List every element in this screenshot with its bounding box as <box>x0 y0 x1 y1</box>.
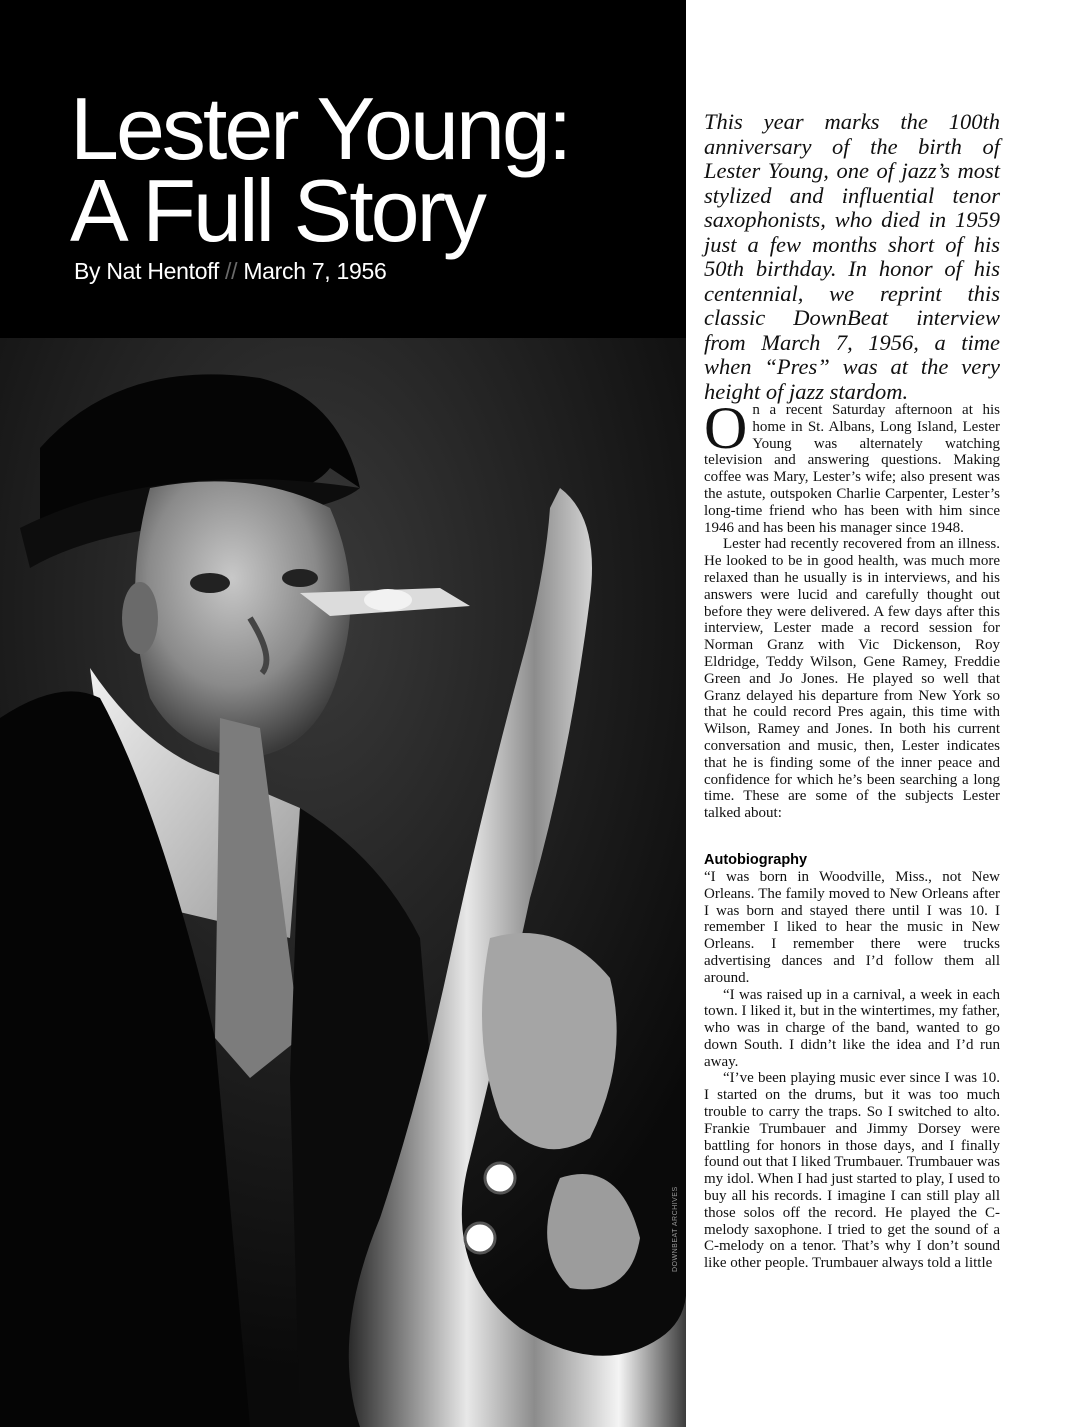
byline-author: By Nat Hentoff <box>74 258 219 284</box>
photo-illustration <box>0 338 686 1427</box>
article-body <box>704 395 1000 1272</box>
body-paragraph-1-text: n a recent Saturday afternoon at his home in St. Albans, Long Island, Lester Young was alternately watching television and answering questions. Making coffee was Mary, Lester’s wife; also present was the astute, outspoken Charlie Carpenter, Lester’s long-time friend who has been with him since 1946 and has been his manager since 1948. <box>704 402 1000 536</box>
body-paragraph-2: Lester had recently recovered from an illness. He looked to be in good health, was much more relaxed than he usually is in interviews, and his answers were lucid and carefully thought out before they were delivered. A few days after this interview, Lester made a record session for Norman Granz with Vic Dickenson, Roy Eldridge, Teddy Wilson, Gene Ramey, Freddie Green and Jo Jones. He played so well that Granz delayed his departure from New York so that he could record Pres again, this time with Wilson, Ramey and Jones. In both his current conversation and music, then, Lester indicates that he is finding some of the inner peace and confidence for which he’s been searching a long time. These are some of the subjects Lester talked about: <box>704 536 1000 822</box>
byline <box>74 258 386 285</box>
lester-young-photo <box>0 338 686 1427</box>
body-paragraph-3: “I was born in Woodville, Miss., not New Orleans. The family moved to New Orleans after I was born and stayed there until I was 10. I remember I liked to hear the music in New Orleans. I remember there were trucks advertising dances and I’d follow them all around. <box>704 868 1000 986</box>
body-paragraph-1 <box>704 395 1000 536</box>
body-paragraph-5: “I’ve been playing music ever since I was 10. I started on the drums, but it was too much trouble to carry the traps. So I switched to alto. Frankie Trumbauer and Jimmy Dorsey were battling for honors in those days, and I finally found out that I liked Trumbauer. Trumbauer was my idol. When I had just started to play, I used to buy all his records. I imagine I can still play all those solos off the record. He played the C-melody saxophone. I tried to get the sound of a C-melody on a tenor. That’s why I don’t sound like other people. Trumbauer always told a little <box>704 1070 1000 1272</box>
article-intro: This year marks the 100th anniversary of the birth of Lester Young, one of jazz’s most stylized and influential tenor saxophonists, who died in 1959 just a few months short of his 50th birthday. In honor of his centennial, we reprint this classic DownBeat interview from March 7, 1956, a time when “Pres” was at the very height of jazz stardom. <box>704 109 1000 404</box>
section-heading: Autobiography <box>704 851 808 868</box>
byline-separator: // <box>225 258 238 284</box>
photo-credit: DOWNBEAT ARCHIVES <box>672 1186 679 1272</box>
byline-date: March 7, 1956 <box>243 258 387 284</box>
title-line-1: Lester Young: <box>70 79 570 178</box>
article-title <box>70 79 570 260</box>
body-paragraph-4: “I was raised up in a carnival, a week in each town. I liked it, but in the wintertimes, my father, who was in charge of the band, wanted to go down South. I didn’t like the idea and I’d run away. <box>704 986 1000 1070</box>
title-line-2: A Full Story <box>70 161 484 260</box>
drop-cap: O <box>704 395 748 461</box>
